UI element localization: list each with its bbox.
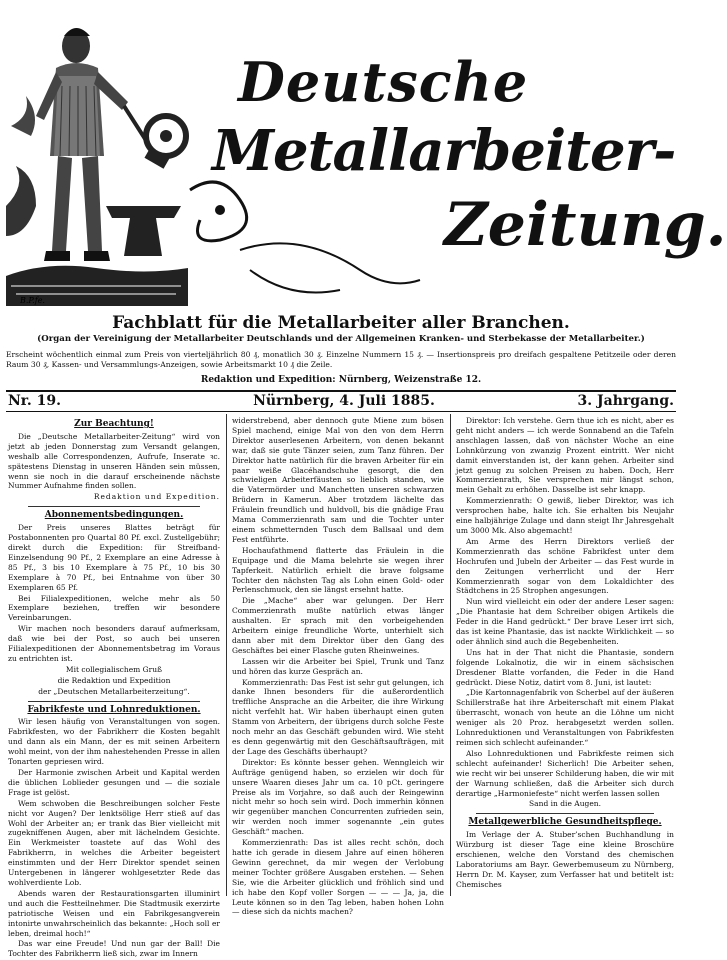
paragraph: Direktor: Ich verstehe. Gern thue ich es nicht, aber es geht nicht anders — ich werde Sonnabend an die Tafeln anschlagen lassen, daß von nächster Woche an eine Lohnkürzung von zwanzig Prozent eintritt. Wer nicht damit einverstanden ist, der kann gehen. Arbeiter sind jetzt genug zu solchen Preisen zu haben. Doch, Herr Kommerzienrath, Sie versprechen mir längst schon, mein Gehalt zu erhöhen. Dasselbe ist sehr knapp. <box>456 416 674 495</box>
paragraph: Nun wird vielleicht ein oder der andere Leser sagen: „Die Phantasie hat dem Schreiber obigen Artikels die Feder in die Hand gedrückt.“ Der brave Leser irrt sich, das ist keine Phantasie, das ist nackte Wirklichkeit — so oder ähnlich sind auch die Begebenheiten. <box>456 597 674 646</box>
paragraph: Wir machen noch besonders darauf aufmerksam, daß wie bei der Post, so auch bei unseren Filialexpeditionen der Abonnementsbetrag im Voraus zu entrichten ist. <box>8 624 220 663</box>
paragraph: Direktor: Es könnte besser gehen. Wenngleich wir Aufträge genügend haben, so erzielen wir doch für unsere Waaren dieses Jahr um ca. 10 pCt. geringere Preise als im Vorjahre, so daß auch der Reingewinn nicht mehr so hoch sein wird. Doch immerhin können wir gegenüber manchen Concurrenten zufrieden sein, wir werden noch immer sogenannte „ein gutes Geschäft“ machen. <box>232 757 444 837</box>
title-deutsche: Deutsche <box>238 50 529 114</box>
paragraph: Die „Deutsche Metallarbeiter-Zeitung“ wird von jetzt ab jeden Donnerstag zum Versandt gelangen, weshalb alle Correspondenzen, Aufrufe, Inserate ꝛc. spätestens Dienstag in unseren Händen sein müssen, wenn sie noch in die darauf erscheinende nächste Nummer Aufnahme finden sollen. <box>8 431 220 491</box>
signature: Redaktion und Expedition. <box>93 492 220 502</box>
rule-top <box>6 390 676 392</box>
paragraph: Kommerzienrath: Das Fest ist sehr gut gelungen, ich danke Ihnen besonders für die außerordentlich treffliche Ansprache an die Arbeiter, die ihre Wirkung nicht verfehlt hat. Wir haben überhaupt einen guten Stamm von Arbeitern, der übrigens durch solche Feste noch mehr an das Geschäft gebunden wird. Wie steht es denn gegenwärtig mit den Geschäftsaufträgen, mit der Lage des Geschäfts überhaupt? <box>232 677 444 756</box>
column-divider <box>450 414 451 896</box>
paragraph: Uns hat in der That nicht die Phantasie, sondern folgende Lokalnotiz, die wir in einem sächsischen Dresdener Blatte vorfanden, die Feder in die Hand gedrückt. Diese Notiz, datirt vom 8. Juni, ist lautet: <box>456 647 674 687</box>
paragraph: Hochaufathmend flatterte das Fräulein in die Equipage und die Mama belehrte sie wegen ihrer Tapferkeit. Natürlich erhielt die brave folgsame Tochter den nächsten Tag als Lohn einen Gold- oder Perlenschmuck, den sie längst ersehnt hatte. <box>232 545 444 595</box>
column-2 <box>232 416 444 918</box>
paragraph: Kommerzienrath: O gewiß, lieber Direktor, was ich versprochen habe, halte ich. Sie erhalten bis Neujahr eine halbjährige Zulage und dann steigt Ihr Jahresgehalt um 3000 Mk. Also abgemacht! <box>456 496 674 535</box>
redaktion-line: Redaktion und Expedition: Nürnberg, Weizenstraße 12. <box>200 375 482 385</box>
paragraph: Wir lesen häufig von Veranstaltungen von sogen. Fabrikfesten, wo der Fabrikherr die Kosten begahlt und dann als ein Mann, der es mit seinen Arbeitern wohl meint, von der ihm nahestehenden Presse in allen Tonarten gepriesen wird. <box>8 717 220 767</box>
separator <box>28 506 200 507</box>
paragraph: Wem schwoben die Beschreibungen solcher Feste nicht vor Augen? Der lenktsölige Herr stieß auf das Wohl der Arbeiter an; er trank das Bier vielleicht mit zugekniffenen Augen, aber mit lächelndem Gesichte. Ein Werkmeister toastete auf das Wohl des Fabrikherrn, in welches die Arbeiter begeistert einstimmten und der Herr Direktor spendet seinen Untergebenen in längerer wohlgesetzter Rede das wohlverdiente Lob. <box>8 798 220 887</box>
column-3 <box>456 416 674 891</box>
paragraph: Bei Filialexpeditionen, welche mehr als 50 Exemplare beziehen, treffen wir besondere Vereinbarungen. <box>8 593 220 623</box>
blacksmith-engraving <box>6 6 188 306</box>
paragraph: widerstrebend, aber dennoch gute Miene zum bösen Spiel machend, einige Mal von den von dem Herrn Direktor auserlesenen Arbeitern, von denen bekannt war, daß sie gute Tänzer seien, zum Tanz führen. Der Direktor hatte natürlich für die braven Arbeiter für ein paar weiße Glacéhandschuhe gesorgt, die den schwieligen Arbeiterfäusten so lieblich standen, wie die Vatermörder und Manchetten unseren schwarzen Brüdern in Kamerun. Aber trotzdem lächelte das Fräulein freundlich und huldvoll, bis die gnädige Frau Mama Commerzienrath sam und die Tochter unter einem schmetternden Tusch dem Ballsaal und dem Fest entführte. <box>232 416 444 544</box>
subtitle: Fachblatt für die Metallarbeiter aller Branchen. <box>112 313 570 333</box>
separator <box>476 813 654 814</box>
paragraph: Lassen wir die Arbeiter bei Spiel, Trunk und Tanz und hören das kurze Gespräch an. <box>232 656 444 676</box>
issue-volume: 3. Jahrgang. <box>577 393 674 409</box>
separator <box>28 701 200 702</box>
paragraph: Der Preis unseres Blattes beträgt für Postabonnenten pro Quartal 80 Pf. excl. Zustellgebühr; direkt durch die Expedition: für Streifband-Einzelsendung 90 Pf., 2 Exemplare an eine Adresse à 85 Pf., 3 bis 10 Exemplare à 75 Pf., 10 bis 30 Exemplare à 70 Pf., bei Entnahme von über 30 Exemplaren 65 Pf. <box>8 523 220 592</box>
heading-abo: Abonnementsbedingungen. <box>44 510 184 521</box>
greeting: der „Deutschen Metallarbeiterzeitung“. <box>38 686 190 696</box>
paragraph: Also Lohnreduktionen und Fabrikfeste reimen sich schlecht aufeinander! Sicherlich! Die Arbeiter sehen, wie recht wir bei unserer Schilderung haben, die wir mit der Warnung schließen, daß die Arbeiter sich durch derartige „Harmoniefeste“ nicht werfen lassen sollen <box>456 748 674 798</box>
paragraph: Das war eine Freude! Und nun gar der Ball! Die Tochter des Fabrikherrn ließ sich, zwar im Innern <box>8 939 220 959</box>
column-1 <box>8 416 220 960</box>
column-divider <box>226 414 227 896</box>
paragraph: Am Arme des Herrn Direktors verließ der Kommerzienrath das schöne Fabrikfest unter dem Hochrufen und Jubeln der Arbeiter — das Fest wurde in den Zeitungen verherrlicht und der Herr Kommerzienrath sogar von dem Lokaldichter des Städtchens in 25 Strophen angesungen. <box>456 536 674 596</box>
heading-fabrikfeste: Fabrikfeste und Lohnreduktionen. <box>27 704 201 715</box>
rule-bottom <box>6 411 676 412</box>
paragraph: Die „Mache“ aber war gelungen. Der Herr Commerzienrath mußte natürlich etwas länger aushalten. Er sprach mit den vorbeigehenden Arbeitern einige freundliche Worte, unterhielt sich dann aber mit dem Direktor über den Gang des Geschäftes bei einer Flasche guten Rheinweines. <box>232 596 444 655</box>
paragraph: Der Harmonie zwischen Arbeit und Kapital werden die üblichen Loblieder gesungen und — die soziale Frage ist gelöst. <box>8 768 220 797</box>
pricing-line: Erscheint wöchentlich einmal zum Preis von vierteljährlich 80 ₰, monatlich 30 ₰. Einzelne Nummern 15 ₰. — Insertionspreis pro dreifach gespaltene Petitzeile oder deren Raum 30 ₰, Kassen- und Versammlungs-Anzeigen, sowie Arbeitsmarkt 10 ₰ die Zeile. <box>6 350 676 369</box>
greeting: Mit collegialischem Gruß <box>65 664 163 674</box>
issue-number: Nr. 19. <box>8 393 61 409</box>
scroll-ornament <box>180 170 430 310</box>
organ-line: (Organ der Vereinigung der Metallarbeiter Deutschlands und der Allgemeinen Kranken- und Sterbekasse der Metallarbeiter.) <box>37 334 645 344</box>
paragraph: Im Verlage der A. Stuber’schen Buchhandlung in Würzburg ist dieser Tage eine kleine Broschüre erschienen, welche den Vorstand des chemischen Laboratoriums am Bayr. Gewerbemuseum zu Nürnberg, Herrn Dr. M. Kayser, zum Verfasser hat und betitelt ist: Chemisches <box>456 830 674 889</box>
heading-notice: Zur Beachtung! <box>74 419 154 429</box>
paragraph-end: Sand in die Augen. <box>529 799 601 809</box>
greeting: die Redaktion und Expedition <box>57 675 171 685</box>
svg-text:B.P.fe.: B.P.fe. <box>20 296 45 305</box>
quote: „Die Kartonnagenfabrik von Scherbel auf der äußeren Schillerstraße hat ihre Arbeiterschaft mit einem Plakat überrascht, wonach von heute an die Löhne um nicht weniger als 20 Proz. herabgesetzt werden sollen. Lohnreduktionen und Veranstaltungen von Fabrikfesten reimen sich schlecht aufeinander.“ <box>456 688 674 747</box>
title-zeitung: Zeitung. <box>444 190 727 260</box>
title-metallarbeiter: Metallarbeiter- <box>212 118 676 184</box>
heading-hygiene: Metallgewerbliche Gesundheitspflege. <box>468 817 662 828</box>
issue-date: Nürnberg, 4. Juli 1885. <box>253 393 435 409</box>
paragraph: Abends waren der Restaurationsgarten illuminirt und auch die Festteilnehmer. Die Stadtmusik exerzirte patriotische Weisen und ein Fabrikgesangverein intonirte unwahrscheinlich das bekannte: „Hoch soll er leben, dreimal hoch!“ <box>8 888 220 938</box>
paragraph: Kommerzienrath: Das ist alles recht schön, doch hatte ich gerade in diesem Jahre auf einen höheren Gewinn gerechnet, da mir wegen der Verlobung meiner Tochter größere Ausgaben erstehen. — Sehen Sie, wie die Arbeiter glücklich und fröhlich sind und ich habe den Kopf voller Sorgen — — — Ja, ja, die Leute können so in den Tag leben, haben hohen Lohn — diese sich da nichts machen? <box>232 838 444 917</box>
